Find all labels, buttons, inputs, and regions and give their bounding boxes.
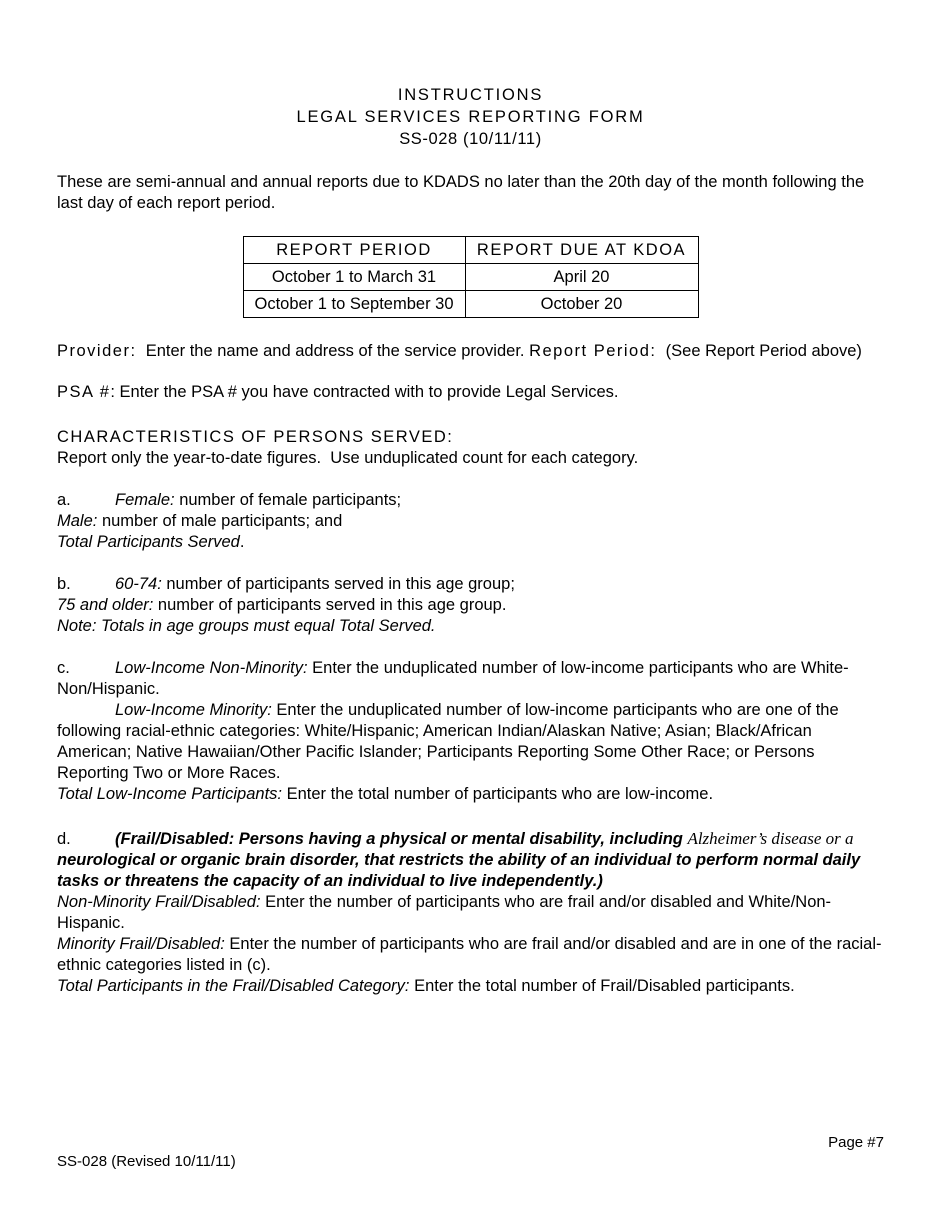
report-period-cell: October 1 to September 30 <box>243 291 465 318</box>
text-segment: Note: Totals in age groups must equal Total Served. <box>57 617 436 635</box>
text-segment: Provider: <box>57 342 137 360</box>
text-segment: number of participants served in this age group; <box>161 575 515 593</box>
text-segment: Total Participants in the Frail/Disabled Category: <box>57 977 410 995</box>
text-segment: 75 and older: <box>57 596 154 614</box>
document-title <box>57 84 884 150</box>
table-header-row <box>243 237 698 264</box>
text-segment: Enter the total number of Frail/Disabled participants. <box>409 977 795 995</box>
characteristics-heading-text: CHARACTERISTICS OF PERSONS SERVED: <box>57 428 454 446</box>
item-a-line-1 <box>57 490 884 511</box>
page-number: Page #7 <box>828 1134 884 1151</box>
text-segment: : Enter the PSA # you have contracted with to provide Legal Services. <box>110 383 619 401</box>
item-a-line-3 <box>57 532 884 553</box>
item-b <box>57 574 884 637</box>
text-segment: Enter the total number of participants who are low-income. <box>282 785 714 803</box>
psa-instruction-line <box>57 382 884 403</box>
text-segment: Total Participants Served <box>57 533 240 551</box>
text-segment: PSA # <box>57 383 111 401</box>
text-segment: neurological or organic brain disorder, that restricts the ability of an individual to perform normal daily tasks or threatens the capacity of an individual to live independently.) <box>57 830 865 890</box>
form-revision-footer: SS-028 (Revised 10/11/11) <box>57 1153 236 1170</box>
title-line-form-name: LEGAL SERVICES REPORTING FORM <box>296 108 645 126</box>
text-segment: Total Low-Income Participants: <box>57 785 282 803</box>
text-segment: Enter the number of participants who are frail and/or disabled and White/Non-Hispanic. <box>57 893 832 932</box>
title-line-instructions: INSTRUCTIONS <box>397 86 544 104</box>
text-segment: a. <box>57 491 71 509</box>
text-segment: Non-Minority Frail/Disabled: <box>57 893 261 911</box>
text-segment: Enter the unduplicated number of low-income participants who are one of the following racial-ethnic categories: White/Hispanic; American Indian/Alaskan Native; Asian; Black/African American; Native Hawaiian/Other Pacific Islander; Participants Reporting Some Other Race; or Persons Reporting Two or More Races. <box>57 701 844 782</box>
text-segment: Enter the number of participants who are frail and/or disabled and are in one of the racial-ethnic categories listed in (c). <box>57 935 882 974</box>
text-segment: Alzheimer’s disease or a <box>687 829 854 848</box>
table-row <box>243 264 698 291</box>
text-segment: Low-Income Non-Minority: <box>115 659 308 677</box>
text-segment: Female: <box>115 491 175 509</box>
text-segment: Low-Income Minority: <box>115 701 272 719</box>
text-segment: (See Report Period above) <box>656 342 862 360</box>
item-d-line-1 <box>57 828 884 892</box>
intro-paragraph: These are semi-annual and annual reports due to KDADS no later than the 20th day of the month following the last day of each report period. <box>57 173 869 212</box>
report-period-column-header: REPORT PERIOD <box>243 237 465 264</box>
text-segment: b. <box>57 575 71 593</box>
item-c-line-2 <box>57 700 884 784</box>
text-segment: . <box>239 533 245 551</box>
characteristics-heading <box>57 427 884 448</box>
item-b-line-3 <box>57 616 884 637</box>
item-d-line-2 <box>57 892 884 934</box>
report-period-table <box>243 236 699 318</box>
text-segment: Report Period: <box>529 342 657 360</box>
item-c <box>57 658 884 805</box>
item-a <box>57 490 884 553</box>
text-segment: Enter the unduplicated number of low-income participants who are White-Non/Hispanic. <box>57 659 849 698</box>
provider-instruction-line <box>57 341 884 362</box>
text-segment: Male: <box>57 512 98 530</box>
characteristics-section <box>57 427 884 469</box>
report-due-cell: April 20 <box>465 264 698 291</box>
item-d-line-4 <box>57 976 884 997</box>
item-d-line-3 <box>57 934 884 976</box>
report-period-cell: October 1 to March 31 <box>243 264 465 291</box>
table-row <box>243 291 698 318</box>
item-b-line-2 <box>57 595 884 616</box>
title-line-form-number: SS-028 (10/11/11) <box>399 130 542 148</box>
item-d <box>57 828 884 997</box>
item-b-line-1 <box>57 574 884 595</box>
text-segment: 60-74: <box>115 575 162 593</box>
text-segment: number of participants served in this age group. <box>153 596 507 614</box>
text-segment: (Frail/Disabled: Persons having a physical or mental disability, including <box>115 830 688 848</box>
text-segment: Minority Frail/Disabled: <box>57 935 225 953</box>
characteristics-subheading: Report only the year-to-date figures. Use unduplicated count for each category. <box>57 449 639 467</box>
text-segment: c. <box>57 659 70 677</box>
text-segment: Enter the name and address of the service provider. <box>136 342 530 360</box>
text-segment: number of female participants; <box>174 491 402 509</box>
report-due-column-header: REPORT DUE AT KDOA <box>465 237 698 264</box>
item-c-line-1 <box>57 658 884 700</box>
item-c-line-3 <box>57 784 884 805</box>
text-segment: number of male participants; and <box>97 512 343 530</box>
text-segment: d. <box>57 830 71 848</box>
item-a-line-2 <box>57 511 884 532</box>
report-due-cell: October 20 <box>465 291 698 318</box>
